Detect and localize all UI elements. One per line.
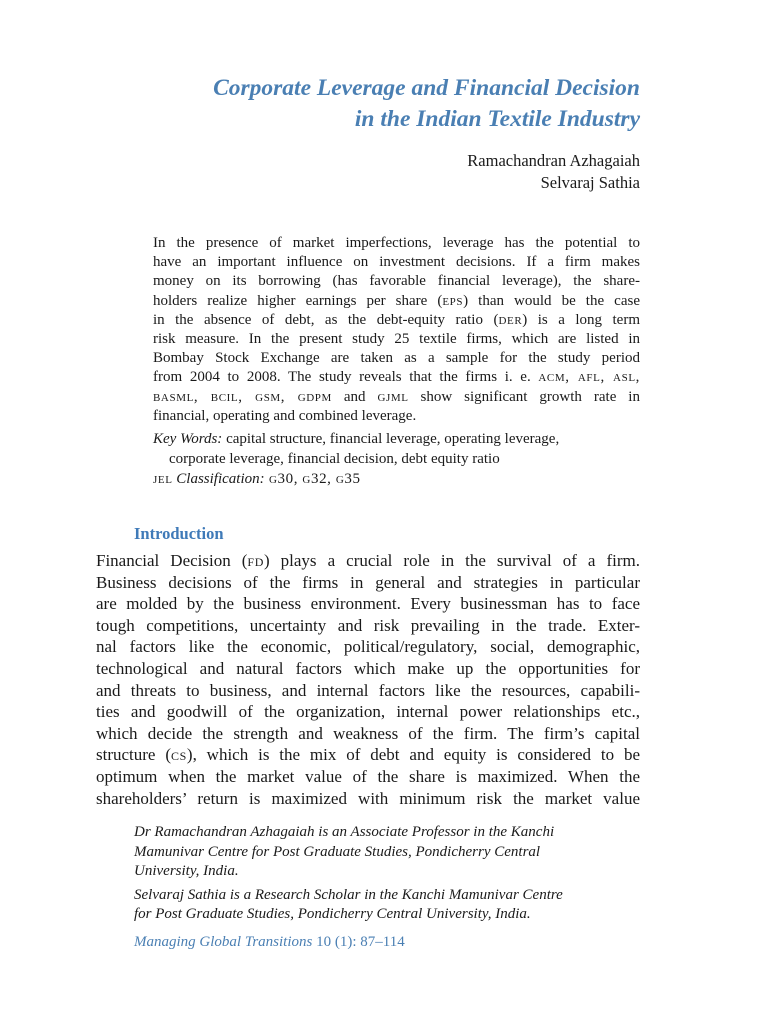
author-affiliations [134, 823, 640, 925]
abstract-line: have an important influence on investment decisions. If a firm makes [153, 254, 640, 271]
body-text: ) plays a crucial role in the survival of a firm. [263, 551, 641, 570]
author-1: Ramachandran Azhagaiah [467, 151, 640, 170]
footnote-line: Mamunivar Centre for Post Graduate Studies, Pondicherry Central [134, 843, 541, 860]
body-line: ties and goodwill of the organization, internal power relationships etc., [96, 702, 640, 722]
firm-codes: acm, afl, asl, [538, 369, 640, 386]
keywords-line [153, 429, 640, 449]
jel-label: Classification: [172, 471, 265, 487]
article-metadata [153, 429, 640, 489]
abstract-line [153, 368, 640, 387]
body-paragraph [96, 550, 640, 809]
body-line: which decide the strength and weakness of the firm. The firm’s capital [96, 723, 640, 743]
body-line: Business decisions of the firms in general and strategies in particular [96, 572, 640, 592]
abstract-text: in the absence of debt, as the debt-equity ratio ( [153, 311, 499, 328]
abstract-line: Bombay Stock Exchange are taken as a sample for the study period [153, 350, 640, 367]
abstract-line [153, 311, 640, 330]
title-line-1: Corporate Leverage and Financial Decision [213, 75, 640, 101]
body-line: are molded by the business environment. Every businessman has to face [96, 594, 640, 614]
footnote-line: University, India. [134, 863, 239, 879]
footnote-line: for Post Graduate Studies, Pondicherry Central University, India. [134, 906, 531, 922]
jel-codes: g30, g32, g35 [264, 471, 361, 487]
body-text: Financial Decision ( [96, 551, 248, 570]
journal-citation [134, 932, 405, 952]
keywords-line: corporate leverage, financial decision, debt equity ratio [169, 451, 500, 467]
body-text: structure ( [96, 745, 172, 765]
section-heading: Introduction [134, 524, 224, 543]
abstract-line: In the presence of market imperfections, leverage has the potential to [153, 235, 640, 251]
author-list [96, 150, 640, 194]
body-text: ), which is the mix of debt and equity is considered to be [186, 745, 640, 765]
journal-name: Managing Global Transitions [134, 934, 313, 950]
abstract-text: from 2004 to 2008. The study reveals that the firms i. e. [153, 369, 531, 386]
footnote-line: Selvaraj Sathia is a Research Scholar in the Kanchi Mamunivar Centre [134, 886, 563, 903]
keywords-text: capital structure, financial leverage, operating leverage, [222, 431, 560, 447]
jel-line [153, 469, 640, 489]
abstract-line: money on its borrowing (has favorable financial leverage), the share- [153, 273, 640, 290]
author-2: Selvaraj Sathia [540, 173, 640, 192]
abstract [153, 234, 640, 426]
abbr-fd: fd [247, 551, 264, 570]
title-line-2: in the Indian Textile Industry [354, 106, 640, 132]
body-line: and threats to business, and internal factors like the resources, capabili- [96, 680, 640, 700]
body-line: tough competitions, uncertainty and risk prevailing in the trade. Exter- [96, 615, 640, 635]
abstract-text: show significant growth rate in [408, 388, 640, 405]
abstract-line: risk measure. In the present study 25 textile firms, which are listed in [153, 331, 640, 348]
body-line [96, 550, 640, 572]
abstract-line [153, 388, 640, 407]
firm-codes: basml, bcil, gsm, gdpm [153, 388, 332, 405]
abstract-line [153, 292, 640, 311]
body-line: optimum when the market value of the share is maximized. When the [96, 766, 640, 786]
body-line: technological and natural factors which make up the opportunities for [96, 658, 640, 678]
footnote-line: Dr Ramachandran Azhagaiah is an Associate Professor in the Kanchi [134, 824, 555, 840]
abbr-cs: cs [171, 745, 187, 765]
abstract-text: and [331, 388, 378, 405]
abstract-line: financial, operating and combined leverage. [153, 407, 417, 424]
article-title [96, 73, 640, 135]
keywords-label: Key Words: [153, 431, 223, 447]
body-line: nal factors like the economic, political/regulatory, social, demographic, [96, 637, 640, 657]
abbr-der: der [498, 311, 523, 328]
abstract-text: ) is a long term [522, 311, 640, 328]
abstract-text: holders realize higher earnings per share ( [153, 292, 443, 309]
journal-issue: 10 (1): 87–114 [312, 934, 405, 950]
body-line: shareholders’ return is maximized with minimum risk the market value [96, 788, 640, 808]
firm-codes: gjml [377, 388, 409, 405]
abstract-text: ) than would be the case [463, 292, 640, 309]
jel-prefix: jel [153, 471, 173, 487]
body-line [96, 744, 640, 766]
abbr-eps: eps [442, 292, 464, 309]
